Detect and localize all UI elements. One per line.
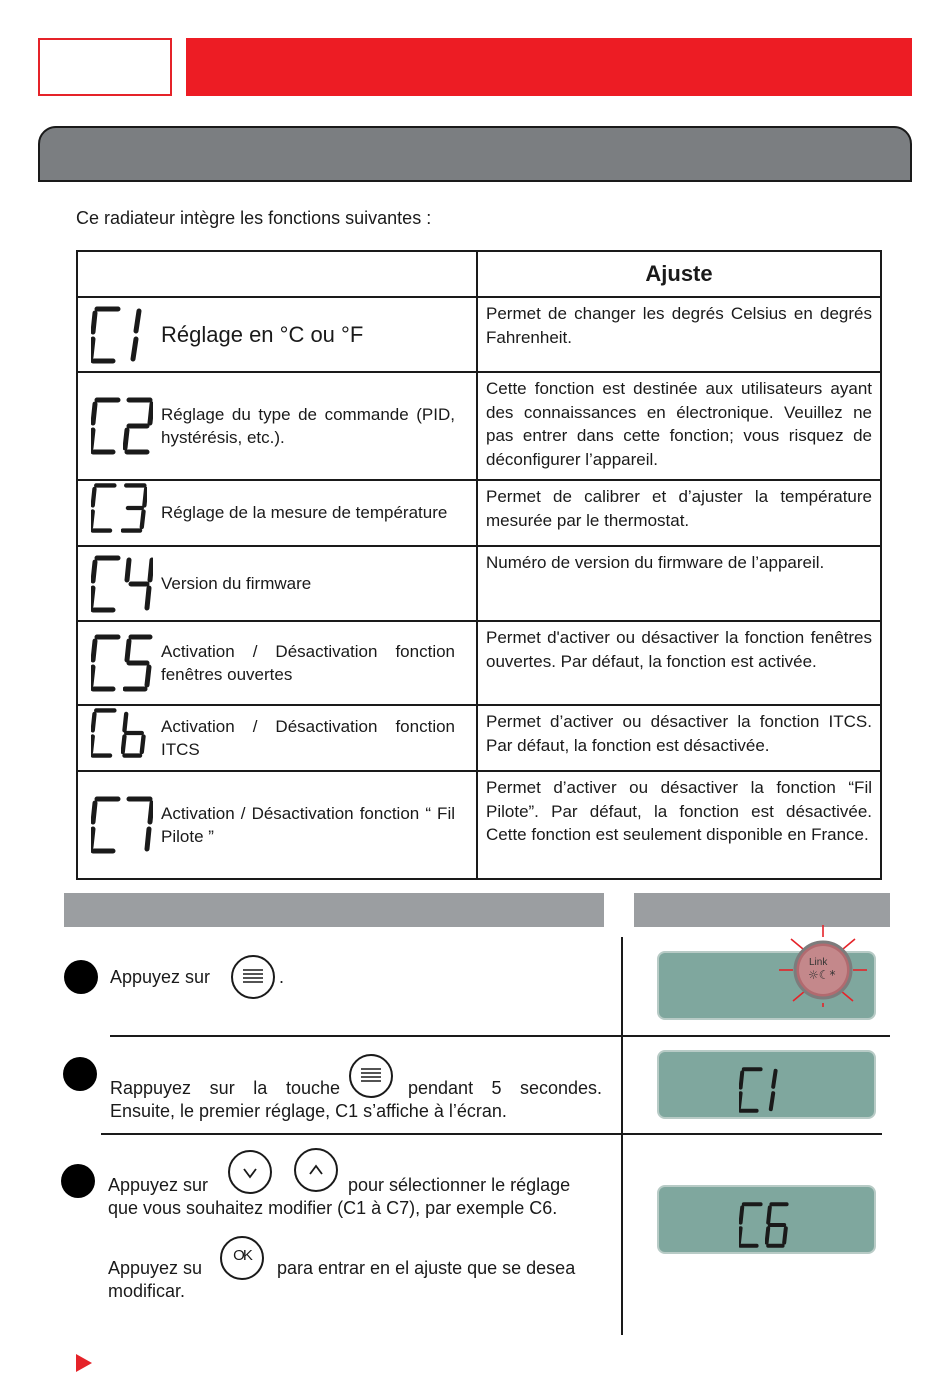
table-row <box>77 705 881 771</box>
lcd-display-2 <box>657 1050 876 1119</box>
lcd-c6-glyph <box>739 1201 799 1249</box>
step-2-text-a: Rappuyez sur la touche <box>110 1078 340 1098</box>
blinking-indicator-icon <box>779 923 879 1007</box>
function-desc: Permet d’activer ou désactiver la fonction “Fil Pilote”. Par défaut, la fonction est désactivée. Cette fonction est seulement disponible en France. <box>477 771 881 879</box>
step-3-text-e: para entrar en el ajuste que se desea <box>277 1258 576 1278</box>
lcd-link-label: Link <box>809 957 828 968</box>
steps-header-right <box>634 893 890 927</box>
up-button[interactable] <box>294 1148 338 1192</box>
chevron-down-icon <box>230 1152 270 1192</box>
header-tab-box <box>38 38 172 96</box>
function-name: Activation / Désactivation fonction fenêtres ouvertes <box>161 641 455 684</box>
steps-header-left <box>64 893 604 927</box>
step-3-text-f: modificar. <box>108 1281 186 1301</box>
function-desc: Permet d’activer ou désactiver la fonction ITCS. Par défaut, la fonction est désactivée. <box>477 705 881 771</box>
function-name: Activation / Désactivation fonction “ Fil Pilote ” <box>161 803 455 846</box>
function-name: Version du firmware <box>161 573 312 593</box>
step-3-text-d: Appuyez su <box>108 1258 203 1278</box>
code-c3-glyph <box>91 482 161 544</box>
play-arrow-icon <box>76 1354 92 1372</box>
steps-divider-1 <box>110 1035 890 1037</box>
function-desc: Numéro de version du firmware de l’appareil. <box>477 546 881 621</box>
step-1-bullet <box>64 960 98 994</box>
step-2-text-b: pendant 5 secondes. <box>408 1078 602 1098</box>
function-name: Réglage du type de commande (PID, hystérésis, etc.). <box>161 404 455 447</box>
table-row <box>77 771 881 879</box>
lcd-display-1 <box>657 951 876 1020</box>
menu-icon <box>233 957 273 997</box>
section-title-bar <box>38 126 912 182</box>
ok-icon: OK <box>233 1247 251 1264</box>
svg-text:☼☾*: ☼☾* <box>808 968 836 982</box>
step-3-text-b: pour sélectionner le réglage <box>348 1175 571 1195</box>
steps-divider-vertical <box>621 937 623 1335</box>
lcd-c1-glyph <box>739 1066 789 1114</box>
menu-button[interactable] <box>349 1054 393 1098</box>
function-name: Activation / Désactivation fonction ITCS <box>161 716 455 759</box>
table-row <box>77 621 881 705</box>
table-row <box>77 480 881 546</box>
function-desc: Permet de changer les degrés Celsius en degrés Fahrenheit. <box>477 297 881 372</box>
code-c6-glyph <box>91 707 161 769</box>
header-left <box>77 251 477 297</box>
step-2-text-c: Ensuite, le premier réglage, C1 s’affiche à l’écran. <box>110 1101 507 1121</box>
step-3-text-c: que vous souhaitez modifier (C1 à C7), par exemple C6. <box>108 1198 558 1218</box>
code-c4-glyph <box>91 553 161 615</box>
steps-divider-2 <box>101 1133 882 1135</box>
step-2-bullet <box>63 1057 97 1091</box>
code-c2-glyph <box>91 395 161 457</box>
step-1-text: Appuyez sur <box>110 967 211 987</box>
function-name: Réglage de la mesure de température <box>161 503 448 523</box>
step-3-text-a: Appuyez sur <box>108 1175 209 1195</box>
ok-button[interactable] <box>220 1236 264 1280</box>
functions-table <box>76 250 882 880</box>
chevron-up-icon <box>296 1150 336 1190</box>
function-desc: Permet d'activer ou désactiver la fonction fenêtres ouvertes. Par défaut, la fonction est activée. <box>477 621 881 705</box>
code-c1-glyph <box>91 304 161 366</box>
function-name: Réglage en °C ou °F <box>161 321 364 347</box>
code-c5-glyph <box>91 632 161 694</box>
intro-text: Ce radiateur intègre les fonctions suivantes : <box>76 208 432 228</box>
table-row <box>77 372 881 480</box>
lcd-display-3 <box>657 1185 876 1254</box>
table-row <box>77 546 881 621</box>
function-desc: Cette fonction est destinée aux utilisateurs ayant des connaissances en électronique. Veuillez ne pas entrer dans cette fonction; vous risquez de déconfigurer l’appareil. <box>477 372 881 480</box>
menu-icon <box>351 1056 391 1096</box>
step-3-bullet <box>61 1164 95 1198</box>
step-1-period: . <box>279 967 285 987</box>
header-right: Ajuste <box>477 251 881 297</box>
function-desc: Permet de calibrer et d’ajuster la température mesurée par le thermostat. <box>477 480 881 546</box>
header-red-bar <box>186 38 912 96</box>
code-c7-glyph <box>91 794 161 856</box>
down-button[interactable] <box>228 1150 272 1194</box>
table-row <box>77 297 881 372</box>
menu-button[interactable] <box>231 955 275 999</box>
table-header-row <box>77 251 881 297</box>
